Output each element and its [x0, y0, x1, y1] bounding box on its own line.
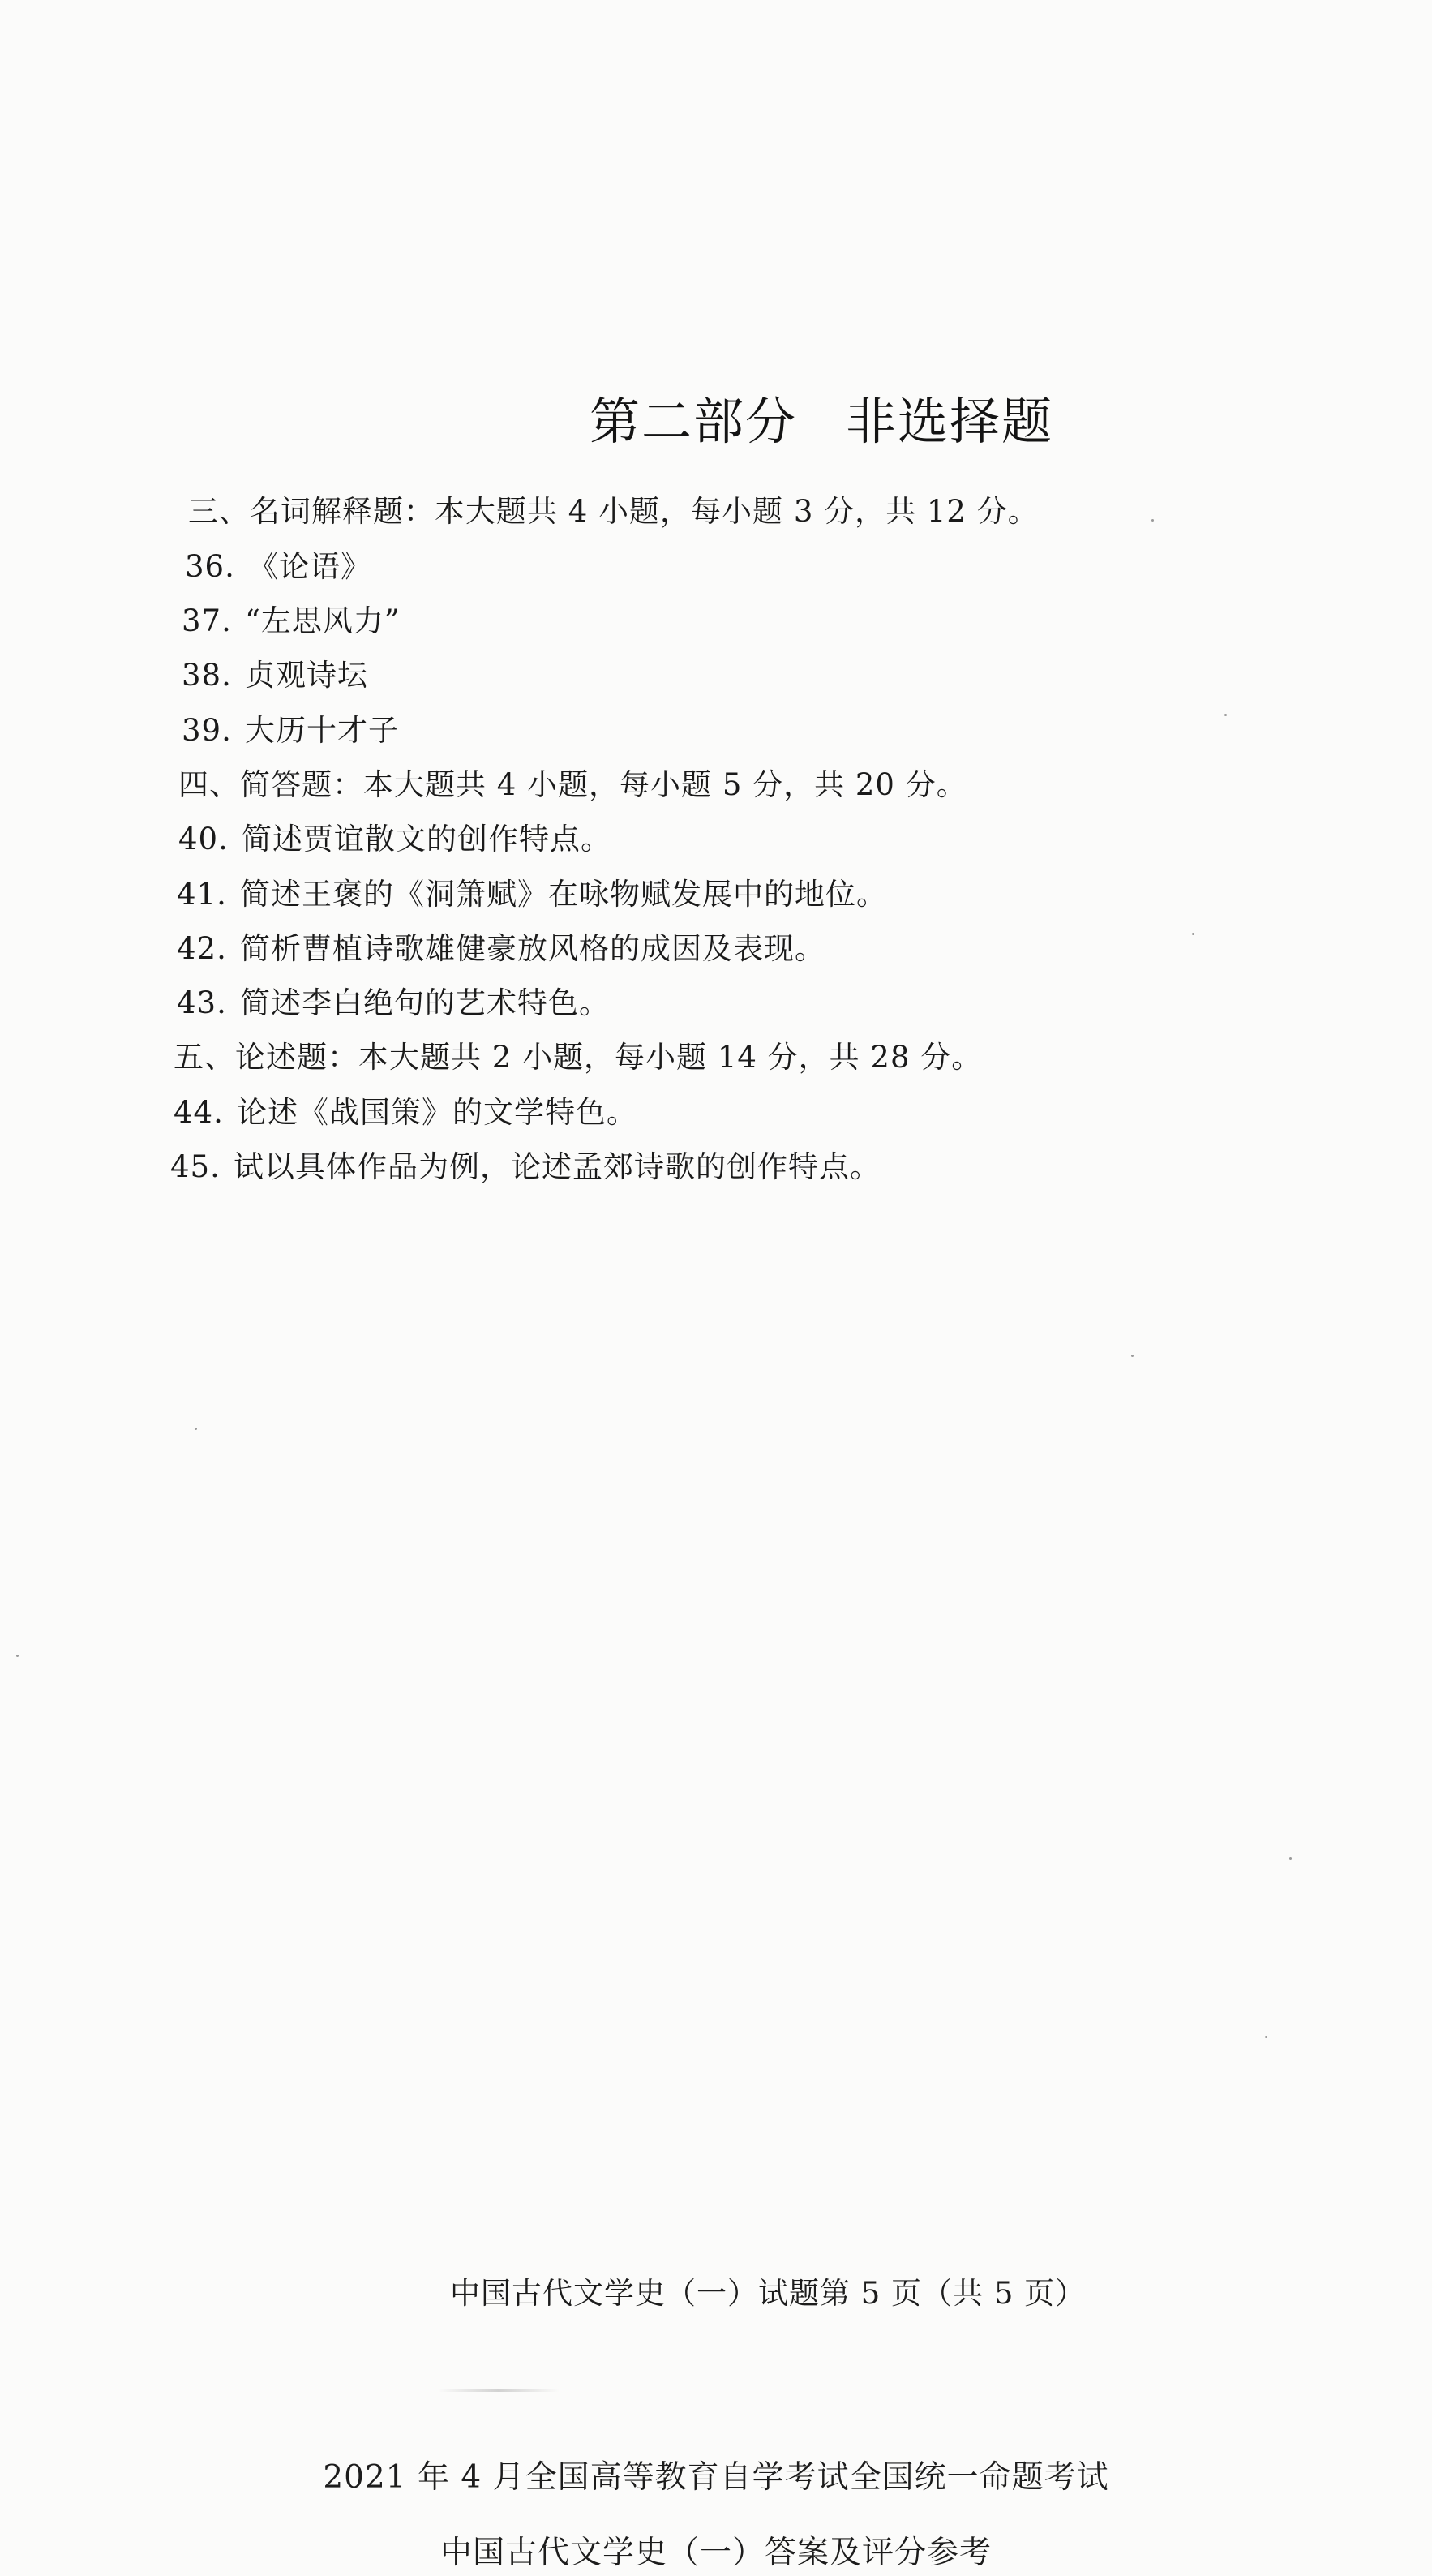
scan-speck [1192, 933, 1194, 935]
question-number: 38. [182, 658, 232, 693]
question-number: 44. [174, 1095, 224, 1130]
scan-speck [1265, 2036, 1267, 2038]
section-instruction: 名词解释题：本大题共 4 小题，每小题 3 分，共 12 分。 [250, 494, 1039, 529]
scan-speck [16, 1655, 19, 1657]
scan-speck [1289, 1857, 1292, 1860]
question-38 [182, 650, 368, 694]
section-name-label: 非选择题 [846, 392, 1054, 451]
question-41 [177, 869, 887, 913]
scan-speck [1224, 714, 1227, 716]
scan-speck [1131, 1355, 1134, 1357]
section-instruction: 论述题：本大题共 2 小题，每小题 14 分，共 28 分。 [235, 1040, 983, 1075]
question-44 [174, 1088, 637, 1131]
question-number: 39. [182, 713, 232, 748]
section-number: 三、 [188, 494, 250, 529]
scan-speck [195, 1428, 197, 1430]
answer-header-subtitle: 中国古代文学史（一）答案及评分参考 [439, 2535, 992, 2571]
section-heading-3 [188, 487, 1039, 530]
answer-header-title: 2021 年 4 月全国高等教育自学考试全国统一命题考试 [323, 2459, 1109, 2496]
question-text: 论述《战国策》的文学特色。 [237, 1095, 637, 1130]
question-39 [182, 706, 399, 749]
question-text: 简析曹植诗歌雄健豪放风格的成因及表现。 [240, 931, 825, 966]
question-text: 简述贾谊散文的创作特点。 [242, 822, 611, 857]
question-45 [170, 1142, 881, 1186]
question-number: 43. [177, 985, 227, 1020]
question-42 [177, 924, 825, 968]
section-heading-5 [174, 1033, 982, 1076]
question-number: 42. [177, 931, 227, 966]
section-instruction: 简答题：本大题共 4 小题，每小题 5 分，共 20 分。 [240, 767, 967, 802]
section-number: 四、 [178, 767, 240, 802]
question-number: 45. [170, 1149, 221, 1184]
question-40 [178, 814, 611, 858]
section-title [590, 381, 1076, 453]
question-36 [185, 542, 371, 586]
question-text: 大历十才子 [245, 713, 399, 748]
question-number: 37. [182, 603, 232, 638]
question-text: “左思风力” [245, 603, 401, 638]
scan-smudge [438, 2389, 560, 2392]
question-text: 简述王褒的《洞箫赋》在咏物赋发展中的地位。 [240, 877, 887, 912]
question-number: 41. [177, 877, 227, 912]
section-heading-4 [178, 760, 967, 804]
question-number: 40. [178, 822, 229, 857]
section-number: 五、 [174, 1040, 235, 1075]
scan-speck [1151, 519, 1154, 522]
section-part-label: 第二部分 [590, 392, 798, 451]
question-number: 36. [185, 549, 235, 584]
page-footer: 中国古代文学史（一）试题第 5 页（共 5 页） [450, 2276, 1087, 2311]
question-37 [182, 596, 401, 640]
question-text: 《论语》 [248, 549, 371, 584]
question-text: 简述李白绝句的艺术特色。 [240, 985, 610, 1020]
question-text: 贞观诗坛 [245, 658, 368, 693]
question-43 [177, 978, 610, 1022]
question-text: 试以具体作品为例，论述孟郊诗歌的创作特点。 [234, 1149, 881, 1184]
